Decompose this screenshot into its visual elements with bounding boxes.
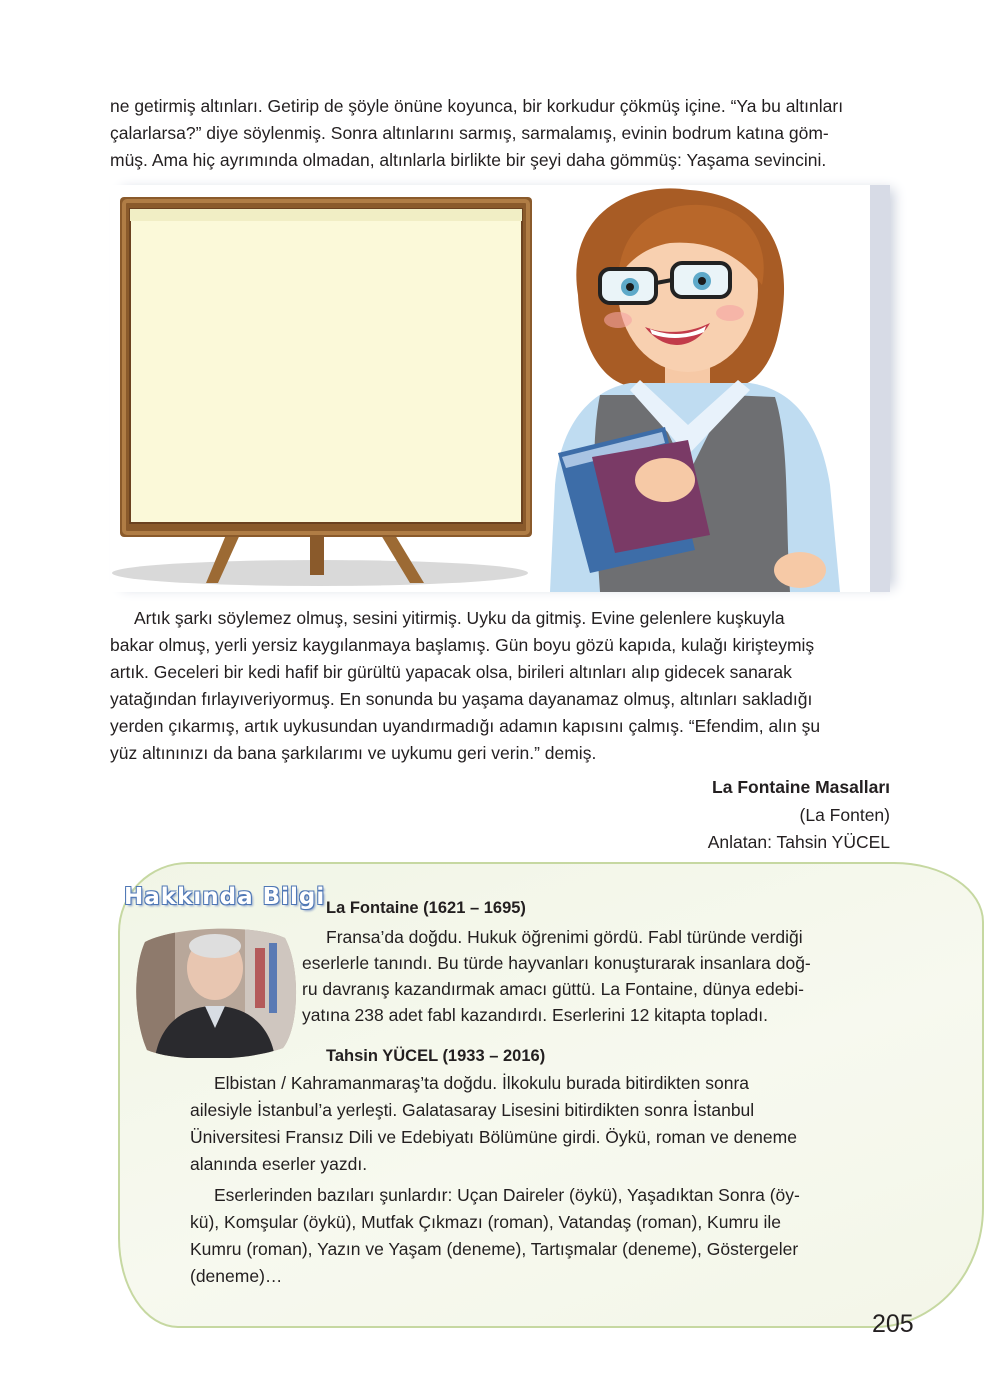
yucel-line: (deneme)… — [190, 1266, 283, 1286]
yucel-heading: Tahsin YÜCEL (1933 – 2016) — [326, 1047, 546, 1065]
lafontaine-heading: La Fontaine (1621 – 1695) — [326, 899, 526, 917]
text-line: müş. Ama hiç ayrımında olmadan, altınlarla birlikte bir şeyi daha gömmüş: Yaşama sevincini. — [110, 150, 827, 170]
lafontaine-line: yatına 238 adet fabl kazandırdı. Eserlerini 12 kitapta topladı. — [302, 1005, 768, 1025]
board-surface — [130, 209, 522, 523]
text-line: yerden çıkarmış, artık uykusundan uyandırmadığı adamın kapısını çalmış. “Efendim, alın şu — [110, 716, 821, 736]
illustration-svg — [110, 185, 890, 592]
lafontaine-line: Fransa’da doğdu. Hukuk öğrenimi gördü. Fabl türünde verdiği — [326, 927, 803, 947]
source-title: La Fontaine Masalları — [712, 777, 890, 797]
text-line: yüz altınınızı da bana şarkılarımı ve uykumu geri verin.” demiş. — [110, 743, 597, 763]
source-narrator: Anlatan: Tahsin YÜCEL — [707, 832, 890, 852]
yucel-line: Elbistan / Kahramanmaraş’ta doğdu. İlkokulu burada bitirdikten sonra — [214, 1073, 750, 1093]
yucel-line: kü), Komşular (öykü), Mutfak Çıkmazı (roman), Vatandaş (roman), Kumru ile — [190, 1212, 781, 1232]
lafontaine-line: ru davranış kazandırmak amacı güttü. La Fontaine, dünya edebi- — [302, 979, 804, 999]
yucel-line: Eserlerinden bazıları şunlardır: Uçan Daireler (öykü), Yaşadıktan Sonra (öy- — [214, 1185, 800, 1205]
story-paragraph — [110, 605, 892, 767]
text-line: Artık şarkı söylemez olmuş, sesini yitirmiş. Uyku da gitmiş. Evine gelenlere kuşkuyla — [134, 608, 785, 628]
source-original-name: (La Fonten) — [799, 805, 890, 825]
yucel-line: Üniversitesi Fransız Dili ve Edebiyatı Bölümüne girdi. Öykü, roman ve deneme — [190, 1127, 797, 1147]
text-line: bakar olmuş, yerli yersiz kaygılanmaya başlamış. Gün boyu gözü kapıda, kulağı kirişteymiş — [110, 635, 815, 655]
text-line: ne getirmiş altınları. Getirip de şöyle önüne koyunca, bir korkudur çökmüş içine. “Ya bu altınları — [110, 96, 844, 116]
info-box-header: Hakkında Bilgi — [124, 884, 326, 910]
lafontaine-line: eserlerle tanındı. Bu türde hayvanları konuşturarak insanlara doğ- — [302, 953, 811, 973]
text-line: yatağından fırlayıveriyormuş. En sonunda bu yaşama dayanamaz olmuş, altınları sakladığı — [110, 689, 813, 709]
author-photo — [135, 928, 297, 1058]
text-line: artık. Geceleri bir kedi hafif bir gürültü yapacak olsa, birileri altınları alıp gidecek sanarak — [110, 662, 792, 682]
hand — [635, 458, 695, 502]
intro-paragraph — [110, 93, 892, 174]
yucel-line: ailesiyle İstanbul’a yerleşti. Galatasaray Lisesini bitirdikten sonra İstanbul — [190, 1100, 755, 1120]
page-number: 205 — [872, 1310, 914, 1338]
teacher-board-illustration — [110, 185, 890, 592]
yucel-line: alanında eserler yazdı. — [190, 1154, 368, 1174]
teacher-figure — [550, 188, 840, 592]
text-line: çalarlarsa?” diye söylenmiş. Sonra altınlarını sarmış, sarmalamış, evinin bodrum katına göm- — [110, 123, 829, 143]
yucel-line: Kumru (roman), Yazın ve Yaşam (deneme), Tartışmalar (deneme), Göstergeler — [190, 1239, 799, 1259]
